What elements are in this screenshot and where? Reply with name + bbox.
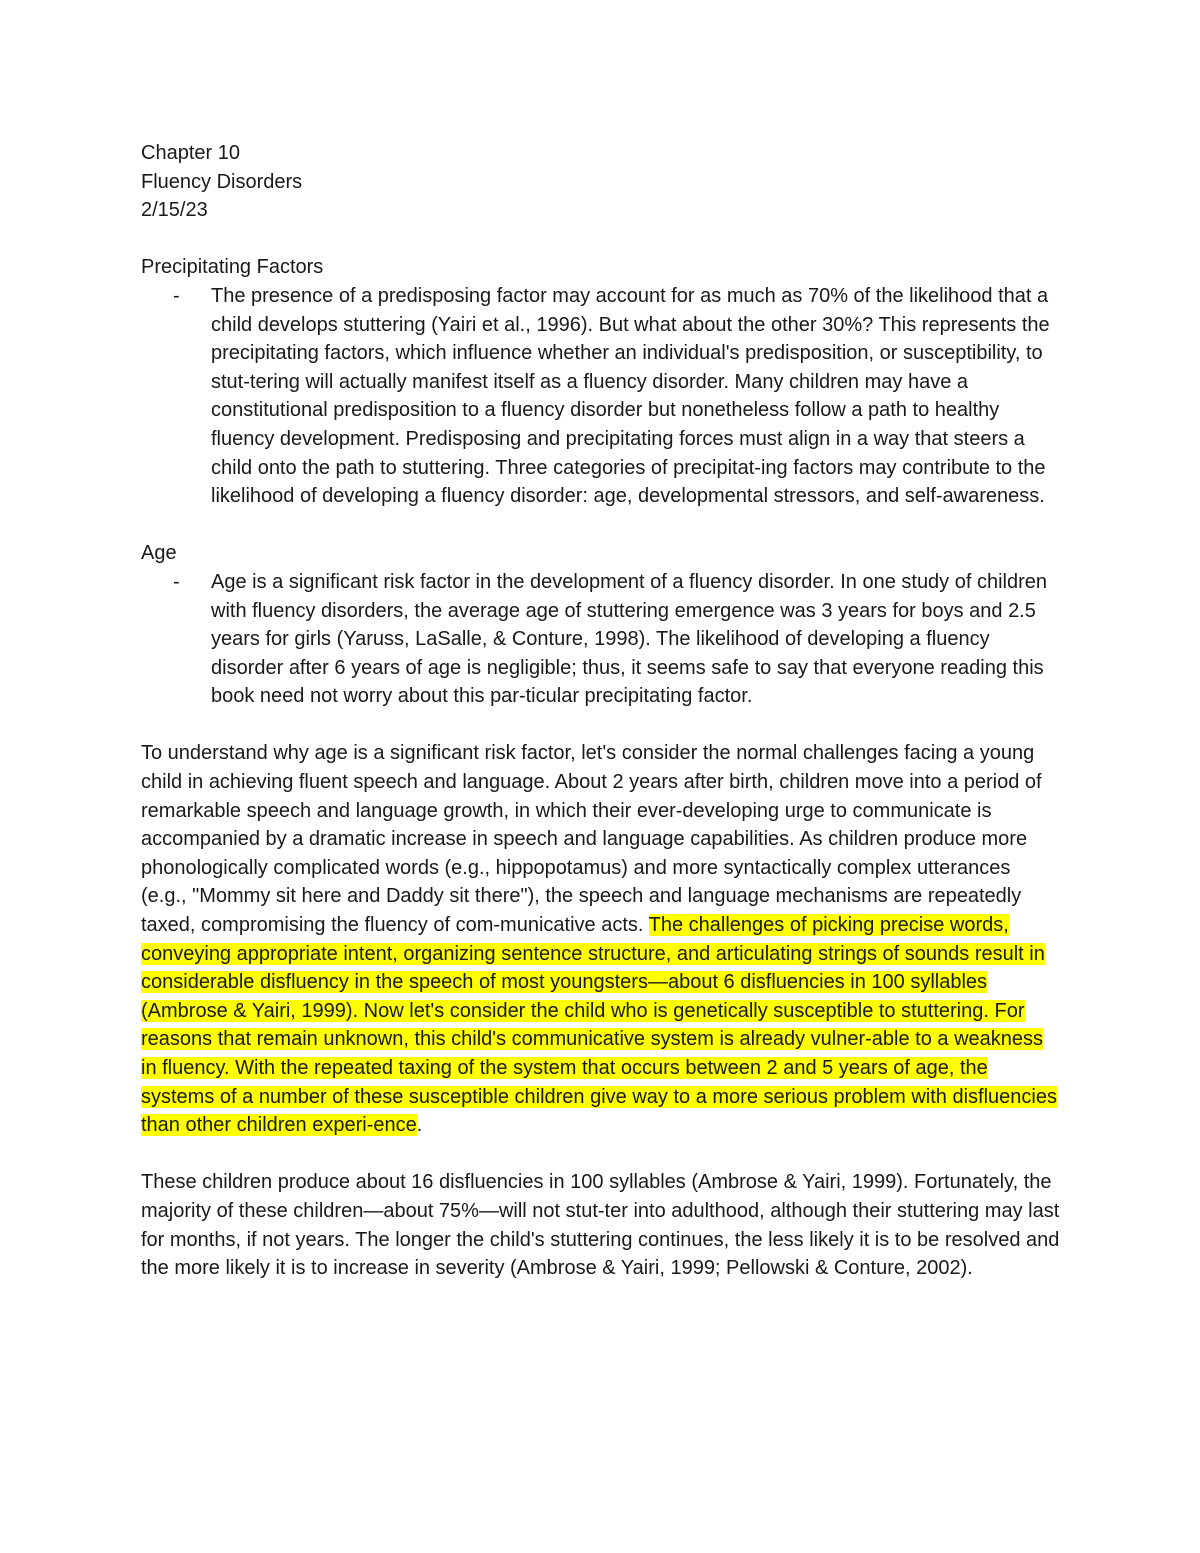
bullet-item-age [141, 568, 1061, 711]
document-title: Fluency Disorders [141, 170, 303, 193]
document-date: 2/15/23 [141, 199, 208, 222]
body-paragraph-outcomes: These children produce about 16 disfluencies in 100 syllables (Ambrose & Yairi, 1999). Fortunately, the majority of these children—about 75%—will not stut-ter into adulthood, although their stuttering may last for months, if not years. The longer the child's stuttering continues, the less likely it is to be resolved and the more likely it is to increase in severity (Ambrose & Yairi, 1999; Pellowski & Conture, 2002). [141, 1171, 1060, 1280]
spacer [141, 711, 1061, 740]
bullet-marker: - [173, 284, 180, 307]
body-paragraph-age-risk [141, 739, 1061, 1139]
bullet-marker: - [173, 570, 180, 593]
bullet-text: Age is a significant risk factor in the development of a fluency disorder. In one study of children with fluency disorders, the average age of stuttering emergence was 3 years for boys and 2.5 years for girls (Yaruss, LaSalle, & Conture, 1998). The likelihood of developing a fluency disorder after 6 years of age is negligible; thus, it seems safe to say that everyone reading this book need not worry about this par-ticular precipitating factor. [211, 570, 1048, 708]
paragraph-text: To understand why age is a significant risk factor, let's consider the normal challenges facing a young child in achieving fluent speech and language. About 2 years after birth, children move into a period of remarkable speech and language growth, in which their ever-developing urge to communicate is accompanied by a dramatic increase in speech and language capabilities. As children produce more phonologically complicated words (e.g., hippopotamus) and more syntactically complex utterances (e.g., "Mommy sit here and Daddy sit there"), the speech and language mechanisms are repeatedly taxed, compromising the fluency of com-municative acts. [141, 742, 1042, 937]
section-heading-age: Age [141, 542, 177, 565]
bullet-item-precipitating-factors [141, 282, 1061, 511]
chapter-label: Chapter 10 [141, 142, 240, 164]
paragraph-text-end: . [416, 1114, 423, 1137]
highlighted-text: The challenges of picking precise words, conveying appropriate intent, organizing sentence structure, and articulating strings of sounds result in considerable disfluency in the speech of most youngsters—about 6 disfluencies in 100 syllables (Ambrose & Yairi, 1999). Now let's consider the child who is genetically susceptible to stuttering. For reasons that remain unknown, this child's communicative system is already vulner-able to a weakness in fluency. With the repeated taxing of the system that occurs between 2 and 5 years of age, the systems of a number of these susceptible children give way to a more serious problem with disfluencies than other children experi-ence [141, 914, 1057, 1137]
bullet-text: The presence of a predisposing factor may account for as much as 70% of the likelihood that a child develops stuttering (Yairi et al., 1996). But what about the other 30%? This represents the precipitating factors, which influence whether an individual's predisposition, or susceptibility, to stut-tering will actually manifest itself as a fluency disorder. Many children may have a constitutional predisposition to a fluency disorder but nonetheless follow a path to healthy fluency development. Predisposing and precipitating forces must align in a way that steers a child onto the path to stuttering. Three categories of precipitat-ing factors may contribute to the likelihood of developing a fluency disorder: age, developmental stressors, and self-awareness. [211, 284, 1050, 508]
spacer [141, 1140, 1061, 1169]
document-page [141, 139, 1061, 1283]
spacer [141, 511, 1061, 540]
spacer [141, 225, 1061, 254]
section-heading-precipitating-factors: Precipitating Factors [141, 256, 324, 279]
